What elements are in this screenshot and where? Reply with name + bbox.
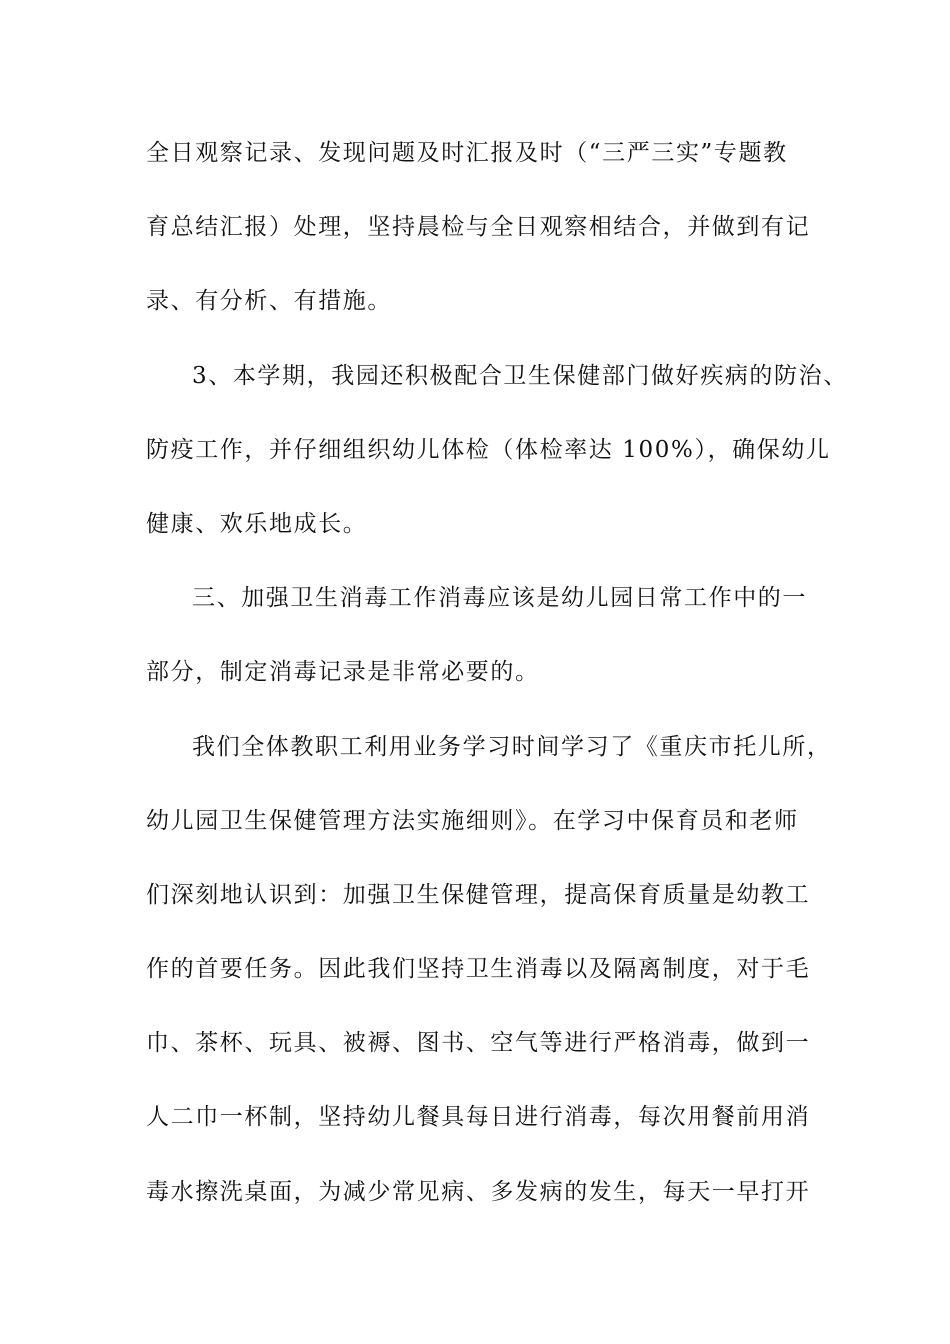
section-heading-line: 三、加强卫生消毒工作消毒应该是幼儿园日常工作中的一	[192, 585, 807, 612]
paragraph-start-line: 我们全体教职工利用业务学习时间学习了《重庆市托儿所，	[192, 733, 832, 760]
text-line: 作的首要任务。因此我们坚持卫生消毒以及隔离制度，对于毛	[146, 956, 811, 983]
text-line: 健康、欢乐地成长。	[146, 510, 368, 537]
text-line: 幼儿园卫生保健管理方法实施细则》。在学习中保育员和老师	[146, 807, 799, 834]
text-line: 录、有分析、有措施。	[146, 288, 392, 315]
text-line: 们深刻地认识到：加强卫生保健管理，提高保育质量是幼教工	[146, 881, 811, 908]
text-line: 部分，制定消毒记录是非常必要的。	[146, 659, 540, 686]
text-line: 防疫工作，并仔细组织幼儿体检（体检率达 100%），确保幼儿	[146, 436, 831, 463]
text-line: 全日观察记录、发现问题及时汇报及时（“三严三实”专题教	[146, 140, 788, 166]
text-line: 育总结汇报）处理，坚持晨检与全日观察相结合，并做到有记	[146, 214, 811, 241]
text-line: 巾、茶杯、玩具、被褥、图书、空气等进行严格消毒，做到一	[146, 1030, 811, 1057]
text-line: 人二巾一杯制，坚持幼儿餐具每日进行消毒，每次用餐前用消	[146, 1104, 811, 1131]
body-text	[146, 128, 848, 1241]
paragraph-start-line: 3、本学期，我园还积极配合卫生保健部门做好疾病的防治、	[192, 362, 848, 389]
text-line: 毒水擦洗桌面，为减少常见病、多发病的发生，每天一早打开	[146, 1178, 811, 1205]
